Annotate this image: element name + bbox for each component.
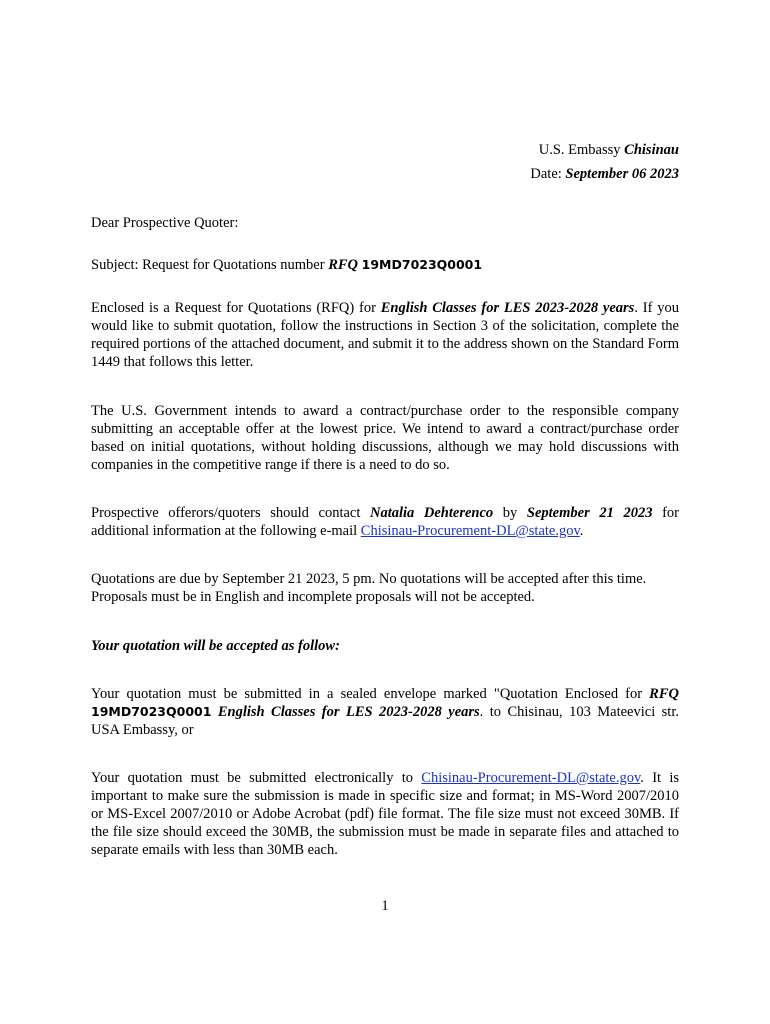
submission-email-link[interactable]: Chisinau-Procurement-DL@state.gov [421,770,641,786]
paragraph-contact: Prospective offerors/quoters should contact Natalia Dehterenco by September 21 2023 for additional information at the following e-mail Chisinau-Procurement-DL@state.gov. [91,505,679,539]
page-number: 1 [381,898,389,914]
subject-line: Subject: Request for Quotations number RFQ 19MD7023Q0001 [91,257,483,273]
sealed-rfq-number: 19MD7023Q0001 [91,704,212,719]
contact-name: Natalia Dehterenco [369,505,494,521]
salutation: Dear Prospective Quoter: [91,215,239,231]
paragraph-sealed: Your quotation must be submitted in a sealed envelope marked "Quotation Enclosed for RFQ 19MD7023Q0001 English Classes for LES 2023-2028 years. to Chisinau, 103 Mateevici str. USA Embassy, or [91,686,679,738]
contact-deadline: September 21 2023 [526,505,653,521]
accept-heading: Your quotation will be accepted as follow: [91,638,340,654]
embassy-city: Chisinau [624,142,679,158]
paragraph-due: Quotations are due by September 21 2023, 5 pm. No quotations will be accepted after this time. Proposals must be in English and incomplete proposals will not be accepted. [91,571,647,605]
letter-date: September 06 2023 [565,166,679,182]
sealed-rfq-label: RFQ [649,686,679,702]
rfq-label: RFQ [328,257,359,273]
procurement-email-link[interactable]: Chisinau-Procurement-DL@state.gov [360,523,580,539]
solicitation-title: English Classes for LES 2023-2028 years [380,300,635,316]
paragraph-electronic: Your quotation must be submitted electronically to Chisinau-Procurement-DL@state.gov. It is important to make sure the submission is made in specific size and format; in MS-Word 2007/2010 or MS-Excel 2007/2010 or Adobe Acrobat (pdf) file format. The file size must not exceed 30MB. If the file size should exceed the 30MB, the submission must be made in separate files and attached to separate emails with less than 30MB each. [91,770,679,858]
rfq-number: 19MD7023Q0001 [361,257,483,272]
date-line: Date: September 06 2023 [530,166,679,182]
sealed-title: English Classes for LES 2023-2028 years [211,704,480,720]
embassy-line: U.S. Embassy Chisinau [538,142,679,158]
paragraph-award: The U.S. Government intends to award a contract/purchase order to the responsible company submitting an acceptable offer at the lowest price. We intend to award a contract/purchase order based on initial quotations, without holding discussions, although we may hold discussions with companies in the competitive range if there is a need to do so. [91,403,679,473]
paragraph-enclosed: Enclosed is a Request for Quotations (RFQ) for English Classes for LES 2023-2028 years. If you would like to submit quotation, follow the instructions in Section 3 of the solicitation, complete the required portions of the attached document, and submit it to the address shown on the Standard Form 1449 that follows this letter. [91,300,679,370]
